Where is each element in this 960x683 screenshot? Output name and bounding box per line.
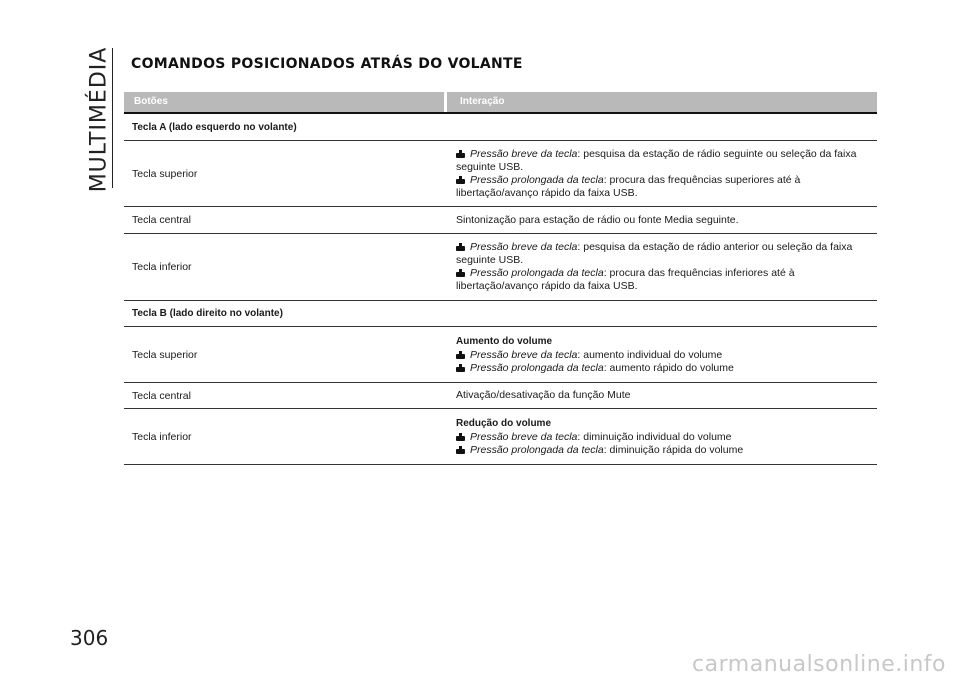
interaction-cell	[447, 241, 877, 293]
key-press-icon	[456, 243, 465, 251]
header-buttons: Botões	[124, 92, 444, 112]
interaction-continuation: libertação/avanço rápido da faixa USB.	[456, 186, 638, 199]
group-title: Tecla B (lado direito no volante)	[132, 308, 283, 319]
interaction-line	[456, 362, 877, 375]
interaction-text: : aumento rápido do volume	[603, 361, 734, 374]
table-row	[124, 234, 877, 301]
interaction-text: : procura das frequências superiores até à	[603, 173, 801, 186]
interaction-continuation: seguinte USB.	[456, 160, 524, 173]
key-press-icon	[456, 446, 465, 454]
interaction-term: Pressão breve da tecla	[470, 348, 578, 361]
interaction-line	[456, 241, 877, 254]
interaction-text: : aumento individual do volume	[577, 348, 723, 361]
button-name: Tecla central	[132, 389, 191, 402]
chapter-label: MULTIMÉDIA	[86, 46, 112, 193]
table-row	[124, 327, 877, 383]
key-press-icon	[456, 364, 465, 372]
header-interaction: Interação	[447, 92, 877, 112]
chapter-side-title	[86, 46, 112, 193]
interaction-text: : pesquisa da estação de rádio anterior ou seleção da faixa	[577, 241, 853, 253]
interaction-line	[456, 267, 877, 280]
interaction-continuation: seguinte USB.	[456, 254, 524, 266]
button-name: Tecla central	[132, 214, 191, 226]
group-row-key-a	[124, 114, 877, 141]
interaction-text: : diminuição individual do volume	[577, 430, 732, 443]
interaction-line	[456, 349, 877, 362]
interaction-text: Ativação/desativação da função Mute	[456, 389, 631, 401]
interaction-text: : procura das frequências inferiores até à	[603, 267, 795, 279]
button-name: Tecla superior	[132, 167, 198, 180]
interaction-text: : diminuição rápida do volume	[603, 443, 744, 456]
button-name: Tecla inferior	[132, 430, 192, 443]
table-row	[124, 383, 877, 409]
interaction-term: Pressão prolongada da tecla	[470, 267, 604, 279]
interaction-continuation: libertação/avanço rápido da faixa USB.	[456, 280, 638, 292]
interaction-term: Pressão breve da tecla	[470, 430, 578, 443]
table-row	[124, 409, 877, 465]
interaction-line	[456, 431, 877, 444]
table-header	[124, 92, 877, 112]
button-name: Tecla superior	[132, 348, 198, 361]
key-press-icon	[456, 269, 465, 277]
interaction-term: Pressão breve da tecla	[470, 241, 578, 253]
interaction-term: Pressão prolongada da tecla	[470, 361, 604, 374]
button-name: Tecla inferior	[132, 261, 192, 273]
key-press-icon	[456, 176, 465, 184]
group-title: Tecla A (lado esquerdo no volante)	[132, 121, 297, 133]
interaction-subtitle: Redução do volume	[456, 417, 552, 429]
interaction-term: Pressão prolongada da tecla	[470, 173, 604, 186]
key-press-icon	[456, 433, 465, 441]
page-number: 306	[70, 626, 109, 650]
table-row	[124, 207, 877, 234]
watermark: carmanualsonline.info	[692, 652, 946, 677]
interaction-cell	[447, 335, 877, 375]
section-title: COMANDOS POSICIONADOS ATRÁS DO VOLANTE	[131, 56, 523, 72]
side-divider	[112, 48, 113, 188]
interaction-term: Pressão breve da tecla	[470, 147, 578, 160]
interaction-term: Pressão prolongada da tecla	[470, 443, 604, 456]
key-press-icon	[456, 351, 465, 359]
interaction-line	[456, 174, 877, 187]
interaction-line	[456, 444, 877, 457]
controls-table	[124, 92, 877, 465]
group-row-key-b	[124, 301, 877, 327]
interaction-text: Sintonização para estação de rádio ou fonte Media seguinte.	[456, 213, 739, 226]
key-press-icon	[456, 150, 465, 158]
interaction-line	[456, 148, 877, 161]
table-row	[124, 141, 877, 207]
interaction-subtitle: Aumento do volume	[456, 335, 553, 347]
interaction-cell	[447, 148, 877, 200]
interaction-text: : pesquisa da estação de rádio seguinte ou seleção da faixa	[577, 147, 857, 160]
interaction-cell	[447, 417, 877, 457]
